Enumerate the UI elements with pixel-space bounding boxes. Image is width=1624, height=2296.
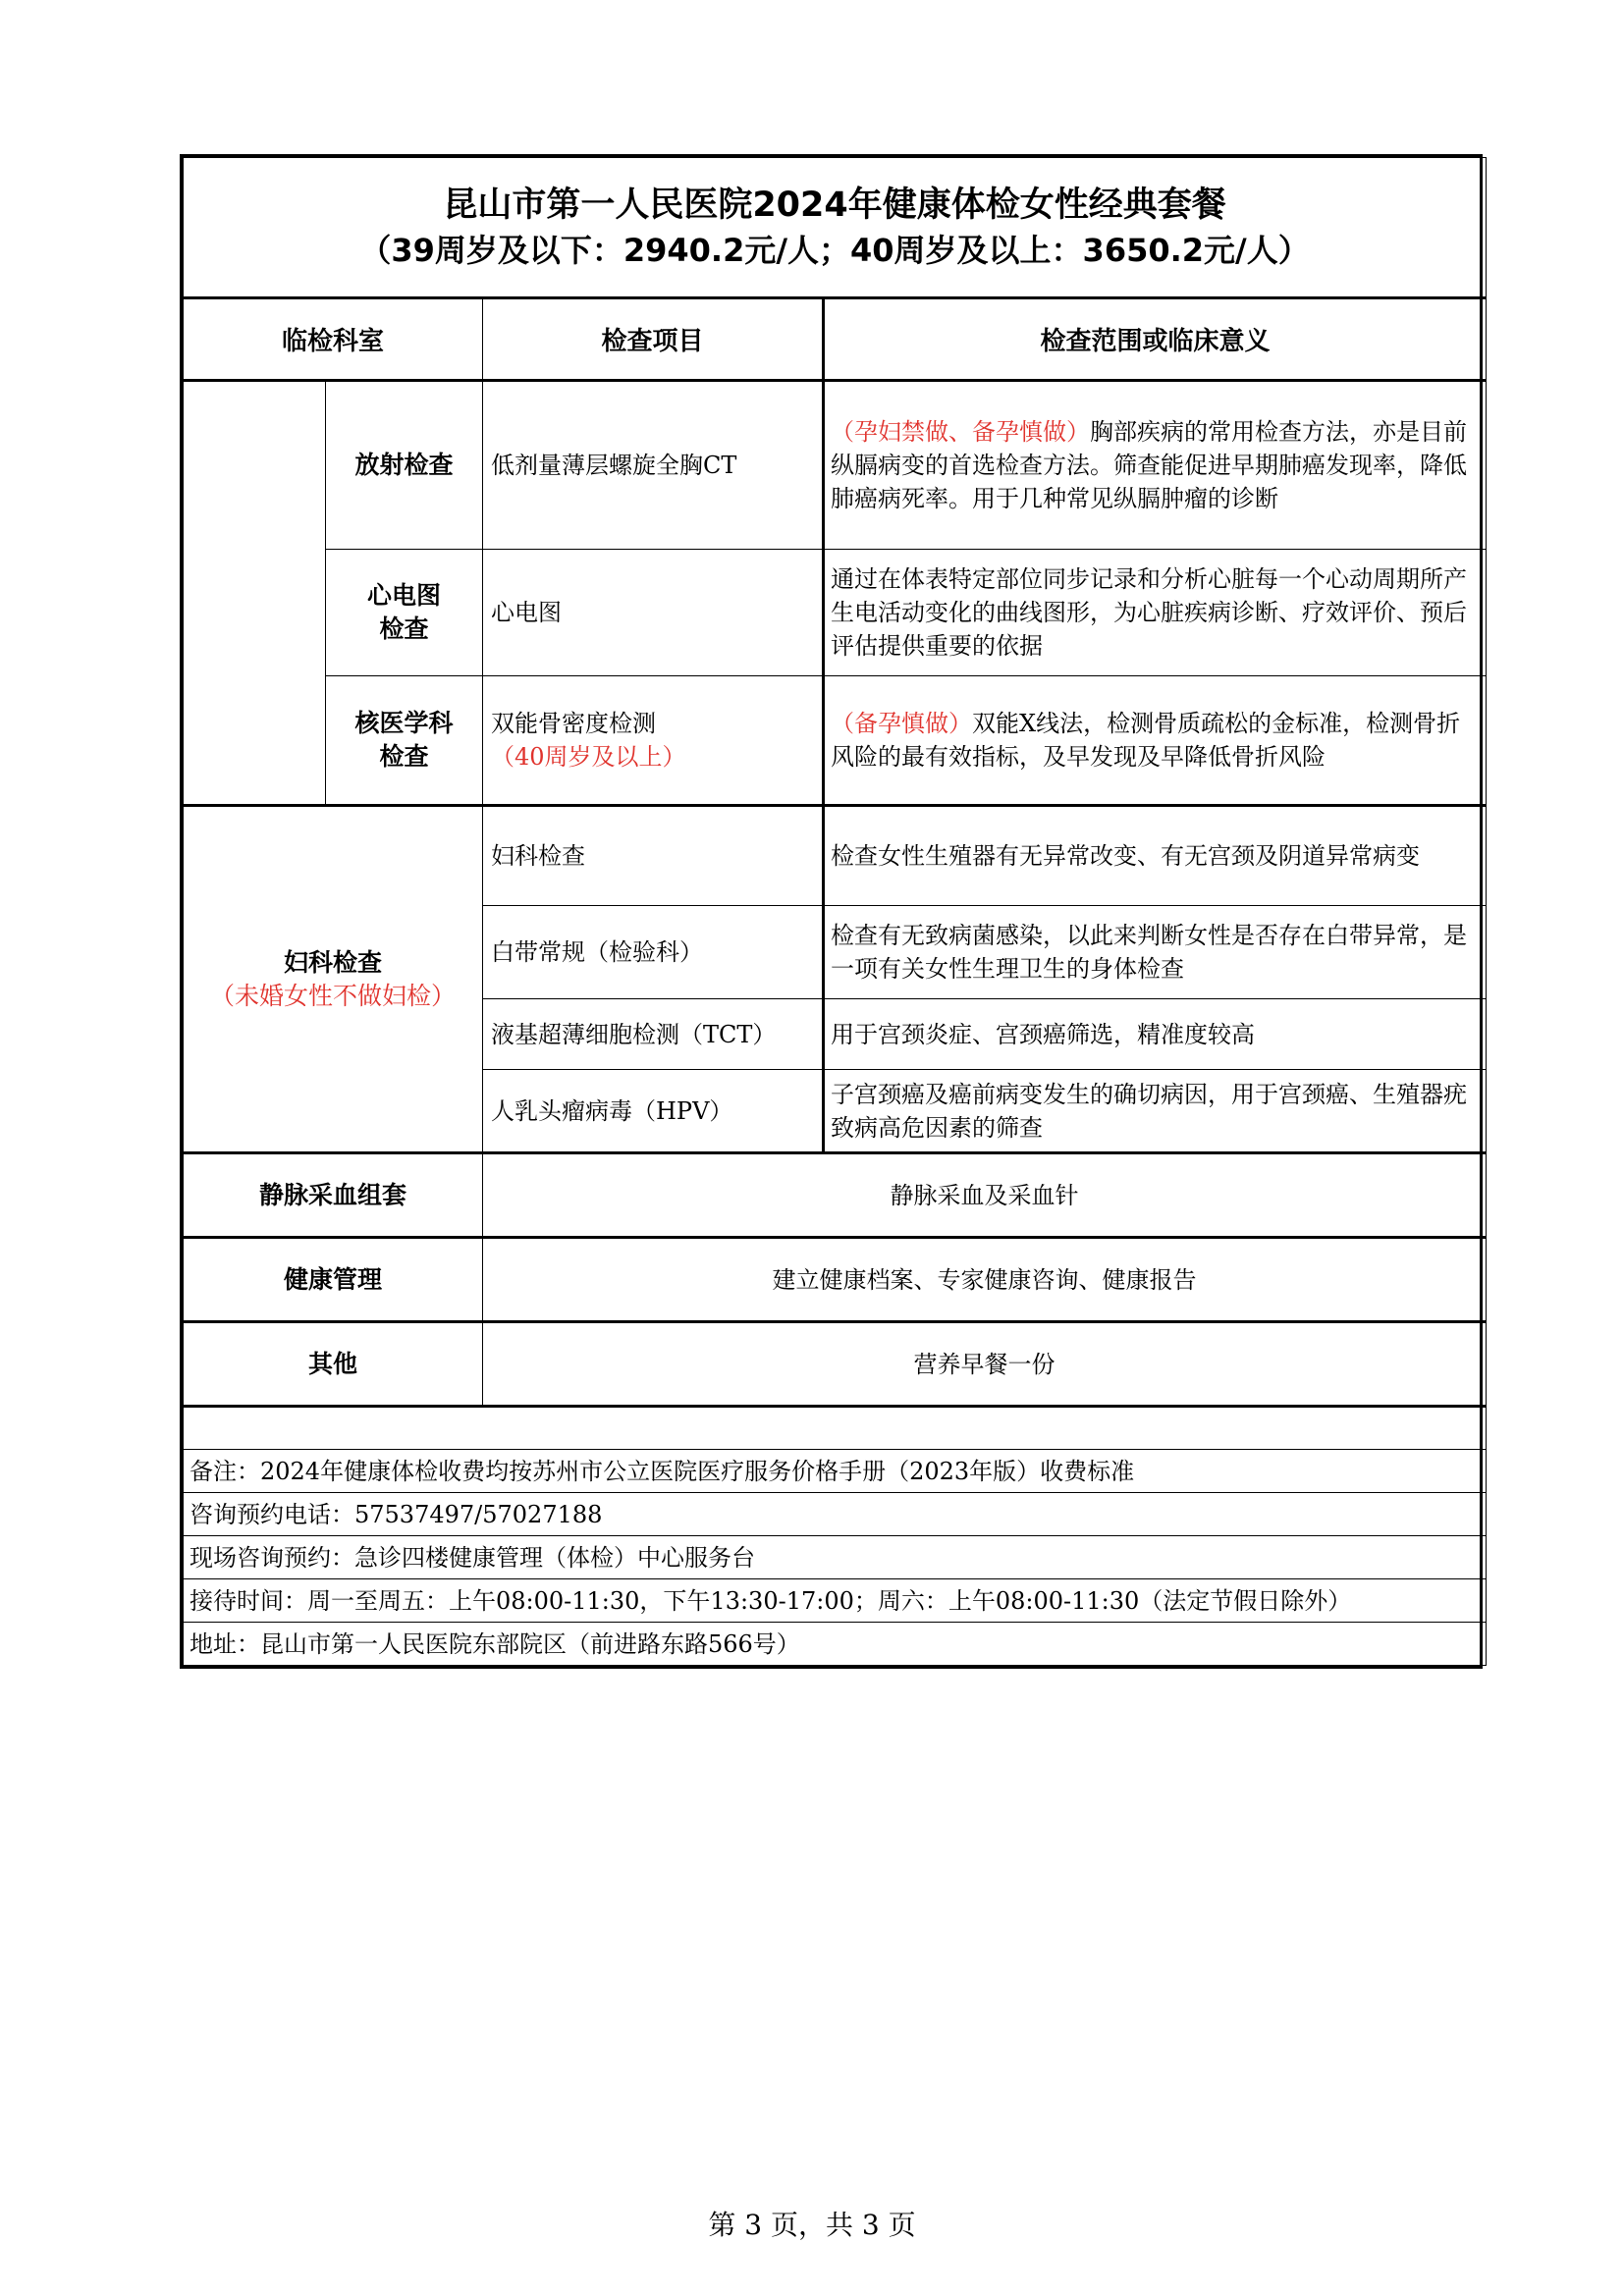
note-empty-row [184, 1407, 1487, 1450]
dept-ecg [326, 550, 483, 676]
desc-hpv: 子宫颈癌及癌前病变发生的确切病因，用于宫颈癌、生殖器疣致病高危因素的筛查 [824, 1070, 1487, 1153]
dept-nuclear-line1: 核医学科 [354, 709, 454, 737]
dept-radiology: 放射检查 [326, 381, 483, 550]
dept-gyn [184, 806, 483, 1153]
dept-health: 健康管理 [184, 1238, 483, 1322]
item-bone-density-note: （40周岁及以上） [491, 743, 686, 771]
dept-nuclear [326, 676, 483, 806]
dept-blood: 静脉采血组套 [184, 1153, 483, 1238]
dept-ecg-line2: 检查 [379, 614, 429, 643]
table-row [184, 1322, 1487, 1407]
package-title [184, 158, 1487, 298]
desc-blood: 静脉采血及采血针 [483, 1153, 1487, 1238]
note-address: 地址：昆山市第一人民医院东部院区（前进路东路566号） [184, 1623, 1487, 1666]
table-row [184, 806, 1487, 906]
table-row [184, 1238, 1487, 1322]
item-bone-density [483, 676, 824, 806]
desc-chest-ct [824, 381, 1487, 550]
table-row [184, 1153, 1487, 1238]
item-leucorrhea: 白带常规（检验科） [483, 906, 824, 999]
item-ecg: 心电图 [483, 550, 824, 676]
note-hours: 接待时间：周一至周五：上午08:00-11:30，下午13:30-17:00；周六：上午08:00-11:30（法定节假日除外） [189, 1586, 1352, 1615]
title-line-2: （39周岁及以下：2940.2元/人；40周岁及以上：3650.2元/人） [359, 231, 1310, 269]
desc-text: 胸部疾病的常用检查方法，亦是目前纵膈病变的首选检查方法。筛查能促进早期肺癌发现率，降低肺癌病死率。用于几种常见纵膈肿瘤的诊断 [831, 418, 1467, 512]
dept-nuclear-line2: 检查 [379, 742, 429, 771]
warning-text: （孕妇禁做、备孕慎做） [831, 418, 1090, 446]
table-row [184, 550, 1487, 676]
dept-gyn-note: （未婚女性不做妇检） [209, 981, 456, 1010]
header-row [184, 298, 1487, 381]
desc-health: 建立健康档案、专家健康咨询、健康报告 [483, 1238, 1487, 1322]
header-department: 临检科室 [184, 298, 483, 381]
header-item: 检查项目 [483, 298, 824, 381]
title-line-1: 昆山市第一人民医院2024年健康体检女性经典套餐 [443, 185, 1226, 225]
note-row [184, 1579, 1487, 1623]
note-remark: 备注：2024年健康体检收费均按苏州市公立医院医疗服务价格手册（2023年版）收费标准 [184, 1450, 1487, 1493]
item-bone-density-name: 双能骨密度检测 [491, 710, 656, 737]
note-row [184, 1536, 1487, 1579]
desc-bone-density [824, 676, 1487, 806]
item-tct: 液基超薄细胞检测（TCT） [483, 999, 824, 1070]
desc-tct: 用于宫颈炎症、宫颈癌筛选，精准度较高 [824, 999, 1487, 1070]
item-hpv: 人乳头瘤病毒（HPV） [483, 1070, 824, 1153]
group-spacer [184, 381, 326, 806]
table-row [184, 676, 1487, 806]
note-onsite: 现场咨询预约：急诊四楼健康管理（体检）中心服务台 [184, 1536, 1487, 1579]
desc-gyn-exam: 检查女性生殖器有无异常改变、有无宫颈及阴道异常病变 [824, 806, 1487, 906]
dept-other: 其他 [184, 1322, 483, 1407]
desc-leucorrhea: 检查有无致病菌感染，以此来判断女性是否存在白带异常，是一项有关女性生理卫生的身体检查 [824, 906, 1487, 999]
note-row [184, 1450, 1487, 1493]
warning-text: （备孕慎做） [831, 710, 972, 737]
note-phone: 咨询预约电话：57537497/57027188 [184, 1493, 1487, 1536]
note-row [184, 1623, 1487, 1666]
note-row [184, 1493, 1487, 1536]
header-meaning: 检查范围或临床意义 [824, 298, 1487, 381]
exam-package-sheet [180, 154, 1483, 1669]
table-row [184, 381, 1487, 550]
page-footer: 第 3 页，共 3 页 [708, 2209, 916, 2241]
item-chest-ct: 低剂量薄层螺旋全胸CT [483, 381, 824, 550]
item-gyn-exam: 妇科检查 [483, 806, 824, 906]
package-table [183, 157, 1487, 1666]
desc-ecg: 通过在体表特定部位同步记录和分析心脏每一个心动周期所产生电活动变化的曲线图形，为心脏疾病诊断、疗效评价、预后评估提供重要的依据 [824, 550, 1487, 676]
desc-other: 营养早餐一份 [483, 1322, 1487, 1407]
dept-gyn-label: 妇科检查 [283, 947, 382, 977]
dept-ecg-line1: 心电图 [366, 581, 441, 610]
desc-text: 双能X线法，检测骨质疏松的金标准，检测骨折风险的最有效指标，及早发现及早降低骨折风险 [831, 710, 1461, 771]
